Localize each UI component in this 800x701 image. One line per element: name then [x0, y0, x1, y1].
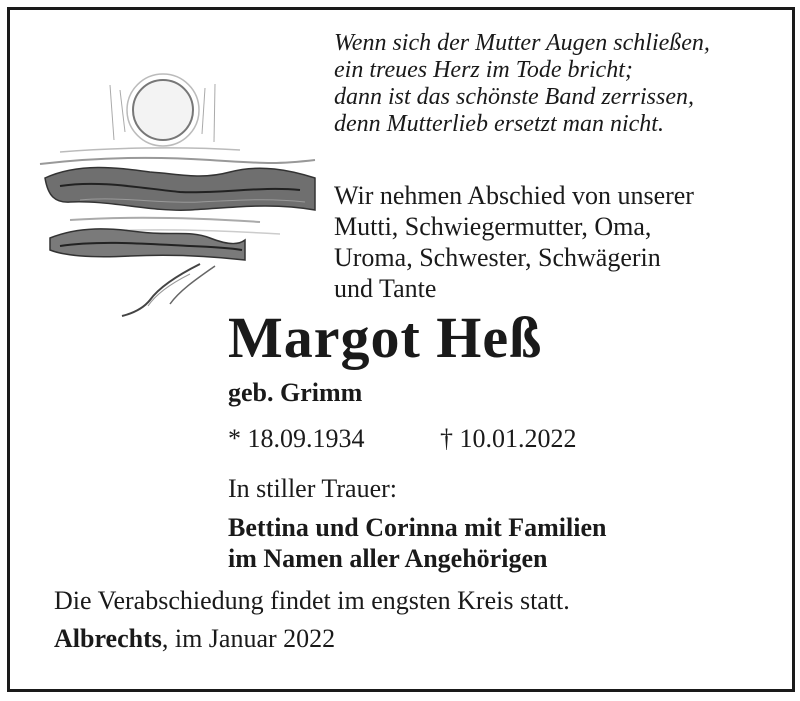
- intro-line: Mutti, Schwiegermutter, Oma,: [334, 212, 652, 241]
- mourning-label: In stiller Trauer:: [228, 474, 397, 503]
- poem-line: denn Mutterlieb ersetzt man nicht.: [334, 111, 664, 137]
- mourners: [228, 512, 606, 574]
- farewell-intro: [334, 180, 694, 304]
- closing-line: [54, 624, 335, 654]
- intro-line: und Tante: [334, 274, 437, 303]
- mourners-line: Bettina und Corinna mit Familien: [228, 513, 607, 542]
- mourners-line: im Namen aller Angehörigen: [228, 544, 548, 573]
- poem-line: dann ist das schönste Band zerrissen,: [334, 84, 694, 110]
- poem-line: Wenn sich der Mutter Augen schließen,: [334, 30, 710, 56]
- closing-place: Albrechts: [54, 624, 162, 653]
- landscape-sun-sketch-icon: [30, 60, 320, 320]
- closing-date: , im Januar 2022: [161, 624, 336, 653]
- poem: [334, 30, 710, 138]
- death-date: † 10.01.2022: [440, 424, 577, 453]
- birth-name: geb. Grimm: [228, 378, 363, 407]
- poem-line: ein treues Herz im Tode bricht;: [334, 57, 633, 83]
- birth-date: * 18.09.1934: [228, 424, 365, 453]
- intro-line: Uroma, Schwester, Schwägerin: [334, 243, 661, 272]
- deceased-name: Margot Heß: [228, 305, 543, 370]
- intro-line: Wir nehmen Abschied von unserer: [334, 181, 694, 210]
- farewell-note: Die Verabschiedung findet im engsten Kreis statt.: [54, 586, 570, 615]
